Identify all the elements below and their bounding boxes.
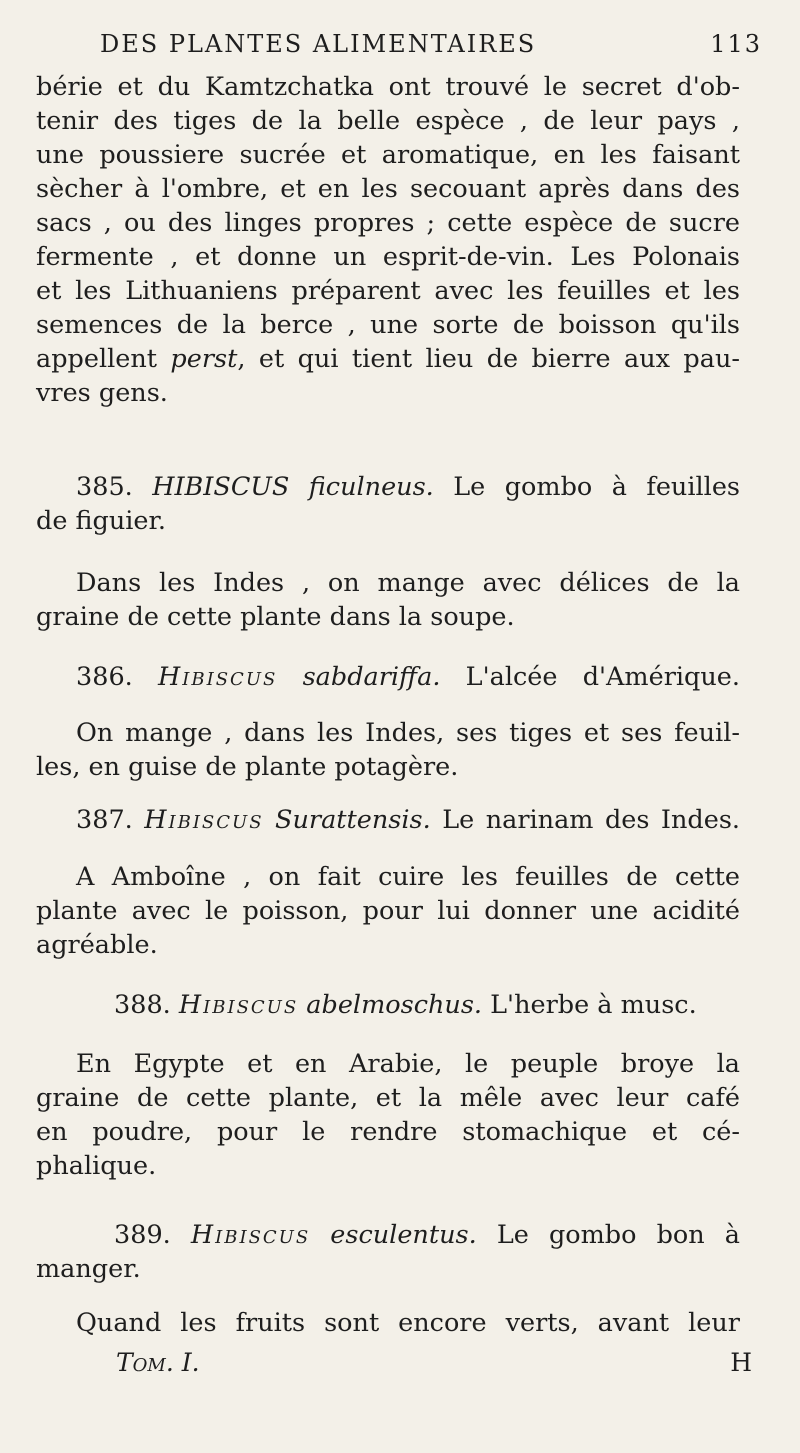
- entry-heading: [36, 803, 740, 837]
- genus-name: Hibiscus: [158, 662, 278, 692]
- species-name: Surattensis.: [275, 805, 431, 835]
- page-footer: [116, 1348, 752, 1382]
- text-line: agréable.: [36, 930, 158, 960]
- species-name: ficulneus.: [308, 472, 434, 502]
- entry-389-body: [36, 1306, 740, 1340]
- common-name: L'herbe à musc.: [482, 990, 697, 1020]
- text-line: En Egypte et en Arabie, le peuple broye la: [76, 1049, 740, 1079]
- text-line: semences de la berce , une sorte de boisson qu'ils: [36, 310, 740, 340]
- genus-name: Hibiscus: [190, 1220, 311, 1250]
- entry-389: [36, 1218, 740, 1286]
- text-line: On mange , dans les Indes, ses tiges et ses feuil-: [76, 718, 740, 748]
- entry-heading: [36, 988, 740, 1022]
- common-name: Le gombo bon à: [476, 1220, 740, 1250]
- entry-388: [36, 988, 740, 1022]
- genus-name: HIBISCUS: [152, 472, 290, 502]
- entry-number: 389.: [114, 1220, 171, 1250]
- text-line: les, en guise de plante potagère.: [36, 752, 459, 782]
- entry-387: [36, 803, 740, 837]
- species-name: esculentus.: [330, 1220, 477, 1250]
- text-line: sècher à l'ombre, et en les secouant après dans des: [36, 174, 740, 204]
- entry-386-body: [36, 716, 740, 784]
- text-line: [36, 342, 740, 376]
- continued-paragraph: [36, 70, 740, 410]
- common-name: Le gombo à feuilles: [433, 472, 740, 502]
- italic-term: perst: [170, 344, 238, 374]
- volume-mark: Tom. I.: [116, 1348, 200, 1377]
- entry-385: [36, 470, 740, 538]
- text-line: Quand les fruits sont encore verts, avant leur: [76, 1308, 740, 1338]
- text-line: en poudre, pour le rendre stomachique et cé-: [36, 1117, 740, 1147]
- entry-number: 385.: [76, 472, 133, 502]
- text-line: une poussiere sucrée et aromatique, en les faisant: [36, 140, 740, 170]
- entry-388-body: [36, 1047, 740, 1183]
- genus-name: Hibiscus: [144, 805, 264, 835]
- species-name: sabdariffa.: [302, 662, 441, 692]
- text-line: bérie et du Kamtzchatka ont trouvé le secret d'ob-: [36, 72, 740, 102]
- species-name: abelmoschus.: [306, 990, 483, 1020]
- text-fragment: , et qui tient lieu de bierre aux pau-: [237, 344, 740, 374]
- running-header: [100, 30, 770, 64]
- text-line: tenir des tiges de la belle espèce , de leur pays ,: [36, 106, 740, 136]
- page-number: 113: [710, 30, 762, 58]
- entry-heading: [36, 470, 740, 504]
- text-line: Dans les Indes , on mange avec délices de la: [76, 568, 740, 598]
- genus-name: Hibiscus: [178, 990, 299, 1020]
- entry-heading: [36, 660, 740, 694]
- text-line: graine de cette plante dans la soupe.: [36, 602, 515, 632]
- entry-heading-cont: de figuier.: [36, 506, 167, 536]
- entry-number: 387.: [76, 805, 133, 835]
- entry-387-body: [36, 860, 740, 962]
- text-line: graine de cette plante, et la mêle avec leur café: [36, 1083, 740, 1113]
- text-line: et les Lithuaniens préparent avec les feuilles et les: [36, 276, 740, 306]
- entry-number: 388.: [114, 990, 171, 1020]
- text-line: sacs , ou des linges propres ; cette espèce de sucre: [36, 208, 740, 238]
- entry-number: 386.: [76, 662, 133, 692]
- signature-mark: H: [730, 1348, 752, 1377]
- text-line: phalique.: [36, 1151, 157, 1181]
- text-line: fermente , et donne un esprit-de-vin. Les Polonais: [36, 242, 740, 272]
- entry-385-body: [36, 566, 740, 634]
- entry-386: [36, 660, 740, 694]
- text-line: A Amboîne , on fait cuire les feuilles de cette: [76, 862, 740, 892]
- entry-heading-cont: manger.: [36, 1254, 141, 1284]
- entry-heading: [36, 1218, 740, 1252]
- text-line: plante avec le poisson, pour lui donner une acidité: [36, 896, 740, 926]
- common-name: L'alcée d'Amérique.: [440, 662, 740, 692]
- text-line: vres gens.: [36, 378, 168, 408]
- common-name: Le narinam des Indes.: [430, 805, 741, 835]
- text-fragment: appellent: [36, 344, 171, 374]
- running-title: DES PLANTES ALIMENTAIRES: [100, 30, 537, 58]
